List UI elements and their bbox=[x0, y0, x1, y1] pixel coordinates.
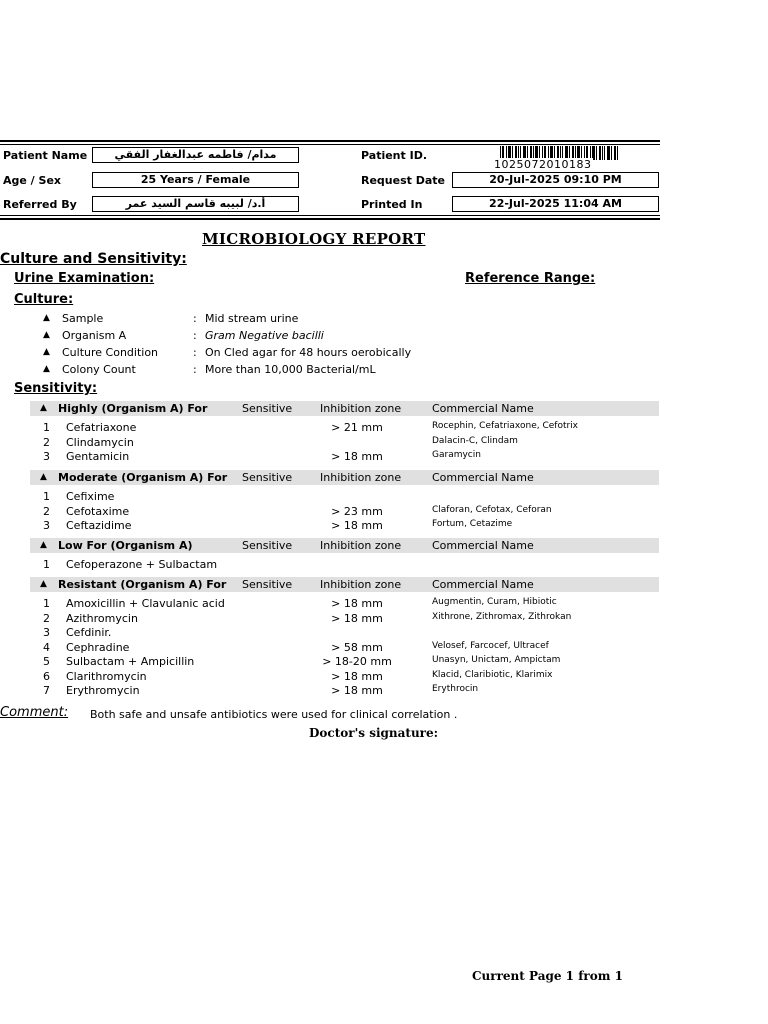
inhibition-zone: > 18 mm bbox=[331, 611, 383, 625]
request-date-value: 20-Jul-2025 09:10 PM bbox=[452, 172, 659, 188]
age-sex-value: 25 Years / Female bbox=[92, 172, 299, 188]
printed-in-label: Printed In bbox=[361, 198, 423, 211]
col-commercial-name: Commercial Name bbox=[432, 471, 534, 484]
col-commercial-name: Commercial Name bbox=[432, 402, 534, 415]
drug-name: Cefoperazone + Sulbactam bbox=[66, 558, 218, 571]
commercial-name: Garamycin bbox=[432, 450, 481, 460]
culture-item-value: More than 10,000 Bacterial/mL bbox=[205, 363, 376, 376]
drug-name: Gentamicin bbox=[66, 450, 130, 463]
row-number: 1 bbox=[43, 490, 50, 503]
col-sensitive: Sensitive bbox=[242, 471, 293, 484]
row-number: 2 bbox=[43, 435, 50, 449]
row-number: 2 bbox=[43, 504, 50, 518]
sensitivity-group-header bbox=[30, 538, 659, 553]
printed-in-value: 22-Jul-2025 11:04 AM bbox=[452, 196, 659, 212]
group-title: Low For (Organism A) bbox=[58, 539, 193, 552]
comment-label: Comment: bbox=[0, 705, 69, 720]
culture-heading: Culture: bbox=[14, 292, 74, 307]
referred-by-label: Referred By bbox=[3, 198, 77, 211]
header-top-rule bbox=[0, 140, 660, 142]
sensitivity-heading: Sensitivity: bbox=[14, 381, 98, 396]
report-title: MICROBIOLOGY REPORT bbox=[202, 230, 426, 248]
drug-name: Azithromycin bbox=[66, 611, 138, 625]
row-number: 1 bbox=[43, 597, 50, 610]
commercial-name: Klacid, Claribiotic, Klarimix bbox=[432, 669, 553, 680]
comment-text: Both safe and unsafe antibiotics were used for clinical correlation . bbox=[90, 708, 458, 721]
commercial-name: Rocephin, Cefatriaxone, Cefotrix bbox=[432, 421, 579, 431]
col-inhibition-zone: Inhibition zone bbox=[320, 539, 402, 552]
drug-name: Sulbactam + Ampicillin bbox=[66, 655, 195, 668]
drug-name: Cefdinir. bbox=[66, 626, 112, 639]
bullet-icon: ▲ bbox=[43, 313, 50, 323]
culture-item-value: Gram Negative bacilli bbox=[205, 329, 324, 342]
col-commercial-name: Commercial Name bbox=[432, 539, 534, 552]
commercial-name: Claforan, Cefotax, Ceforan bbox=[432, 504, 552, 515]
group-title: Moderate (Organism A) For bbox=[58, 471, 228, 484]
header-bottom-rule-inner bbox=[0, 215, 660, 216]
bullet-icon: ▲ bbox=[40, 579, 47, 589]
culture-item-colon: : bbox=[193, 346, 197, 359]
drug-name: Erythromycin bbox=[66, 684, 140, 697]
culture-item-label: Sample bbox=[62, 312, 104, 325]
col-inhibition-zone: Inhibition zone bbox=[320, 402, 402, 415]
referred-by-value: أ.د/ لبيبه قاسم السيد عمر bbox=[92, 196, 299, 212]
col-sensitive: Sensitive bbox=[242, 578, 293, 591]
bullet-icon: ▲ bbox=[40, 403, 47, 413]
inhibition-zone: > 58 mm bbox=[331, 640, 383, 654]
patient-name-label: Patient Name bbox=[3, 149, 88, 162]
bullet-icon: ▲ bbox=[43, 347, 50, 357]
inhibition-zone: > 18 mm bbox=[331, 669, 383, 683]
culture-item-colon: : bbox=[193, 329, 197, 342]
col-sensitive: Sensitive bbox=[242, 402, 293, 415]
bullet-icon: ▲ bbox=[40, 540, 47, 550]
doctor-signature-label: Doctor's signature: bbox=[309, 726, 439, 740]
row-number: 1 bbox=[43, 558, 50, 571]
culture-sensitivity-heading: Culture and Sensitivity: bbox=[0, 251, 187, 267]
commercial-name: Xithrone, Zithromax, Zithrokan bbox=[432, 611, 572, 622]
row-number: 4 bbox=[43, 640, 50, 654]
drug-name: Clarithromycin bbox=[66, 669, 147, 683]
col-commercial-name: Commercial Name bbox=[432, 578, 534, 591]
culture-item-value: On Cled agar for 48 hours oerobically bbox=[205, 346, 412, 359]
row-number: 3 bbox=[43, 626, 50, 639]
inhibition-zone: > 21 mm bbox=[331, 421, 383, 434]
inhibition-zone: > 23 mm bbox=[331, 504, 383, 518]
drug-name: Cephradine bbox=[66, 640, 130, 654]
inhibition-zone: > 18 mm bbox=[331, 684, 383, 697]
culture-item-label: Culture Condition bbox=[62, 346, 159, 359]
commercial-name: Unasyn, Unictam, Ampictam bbox=[432, 655, 561, 665]
row-number: 5 bbox=[43, 655, 50, 668]
inhibition-zone: > 18 mm bbox=[331, 450, 383, 463]
inhibition-zone: > 18 mm bbox=[331, 597, 383, 610]
culture-item-value: Mid stream urine bbox=[205, 312, 299, 325]
commercial-name: Augmentin, Curam, Hibiotic bbox=[432, 597, 557, 607]
inhibition-zone: > 18-20 mm bbox=[322, 655, 392, 668]
drug-name: Amoxicillin + Clavulanic acid bbox=[66, 597, 225, 610]
patient-id-value: 1025072010183 bbox=[494, 158, 592, 171]
drug-name: Ceftazidime bbox=[66, 519, 132, 532]
row-number: 3 bbox=[43, 519, 50, 532]
inhibition-zone: > 18 mm bbox=[331, 519, 383, 532]
sensitivity-group-header bbox=[30, 577, 659, 592]
col-inhibition-zone: Inhibition zone bbox=[320, 471, 402, 484]
reference-range-heading: Reference Range: bbox=[465, 271, 596, 286]
group-title: Resistant (Organism A) For bbox=[58, 578, 227, 591]
urine-examination-heading: Urine Examination: bbox=[14, 271, 155, 286]
group-title: Highly (Organism A) For bbox=[58, 402, 208, 415]
row-number: 6 bbox=[43, 669, 50, 683]
drug-name: Cefatriaxone bbox=[66, 421, 137, 434]
bullet-icon: ▲ bbox=[43, 364, 50, 374]
row-number: 3 bbox=[43, 450, 50, 463]
commercial-name: Dalacin-C, Clindam bbox=[432, 435, 518, 446]
request-date-label: Request Date bbox=[361, 174, 446, 187]
commercial-name: Erythrocin bbox=[432, 684, 479, 694]
row-number: 1 bbox=[43, 421, 50, 434]
commercial-name: Fortum, Cetazime bbox=[432, 519, 513, 529]
culture-item-label: Colony Count bbox=[62, 363, 136, 376]
commercial-name: Velosef, Farcocef, Ultracef bbox=[432, 640, 549, 651]
bullet-icon: ▲ bbox=[43, 330, 50, 340]
header-top-rule-inner bbox=[0, 144, 660, 145]
col-inhibition-zone: Inhibition zone bbox=[320, 578, 402, 591]
drug-name: Cefotaxime bbox=[66, 504, 130, 518]
drug-name: Cefixime bbox=[66, 490, 115, 503]
age-sex-label: Age / Sex bbox=[3, 174, 62, 187]
sensitivity-group-header bbox=[30, 401, 659, 416]
col-sensitive: Sensitive bbox=[242, 539, 293, 552]
patient-name-value: مدام/ فاطمه عبدالغفار الفقي bbox=[92, 147, 299, 163]
culture-item-label: Organism A bbox=[62, 329, 127, 342]
header-bottom-rule bbox=[0, 218, 660, 220]
page-footer: Current Page 1 from 1 bbox=[472, 969, 623, 983]
row-number: 7 bbox=[43, 684, 50, 697]
bullet-icon: ▲ bbox=[40, 472, 47, 482]
drug-name: Clindamycin bbox=[66, 435, 134, 449]
patient-id-label: Patient ID. bbox=[361, 149, 427, 162]
sensitivity-group-header bbox=[30, 470, 659, 485]
culture-item-colon: : bbox=[193, 363, 197, 376]
row-number: 2 bbox=[43, 611, 50, 625]
culture-item-colon: : bbox=[193, 312, 197, 325]
